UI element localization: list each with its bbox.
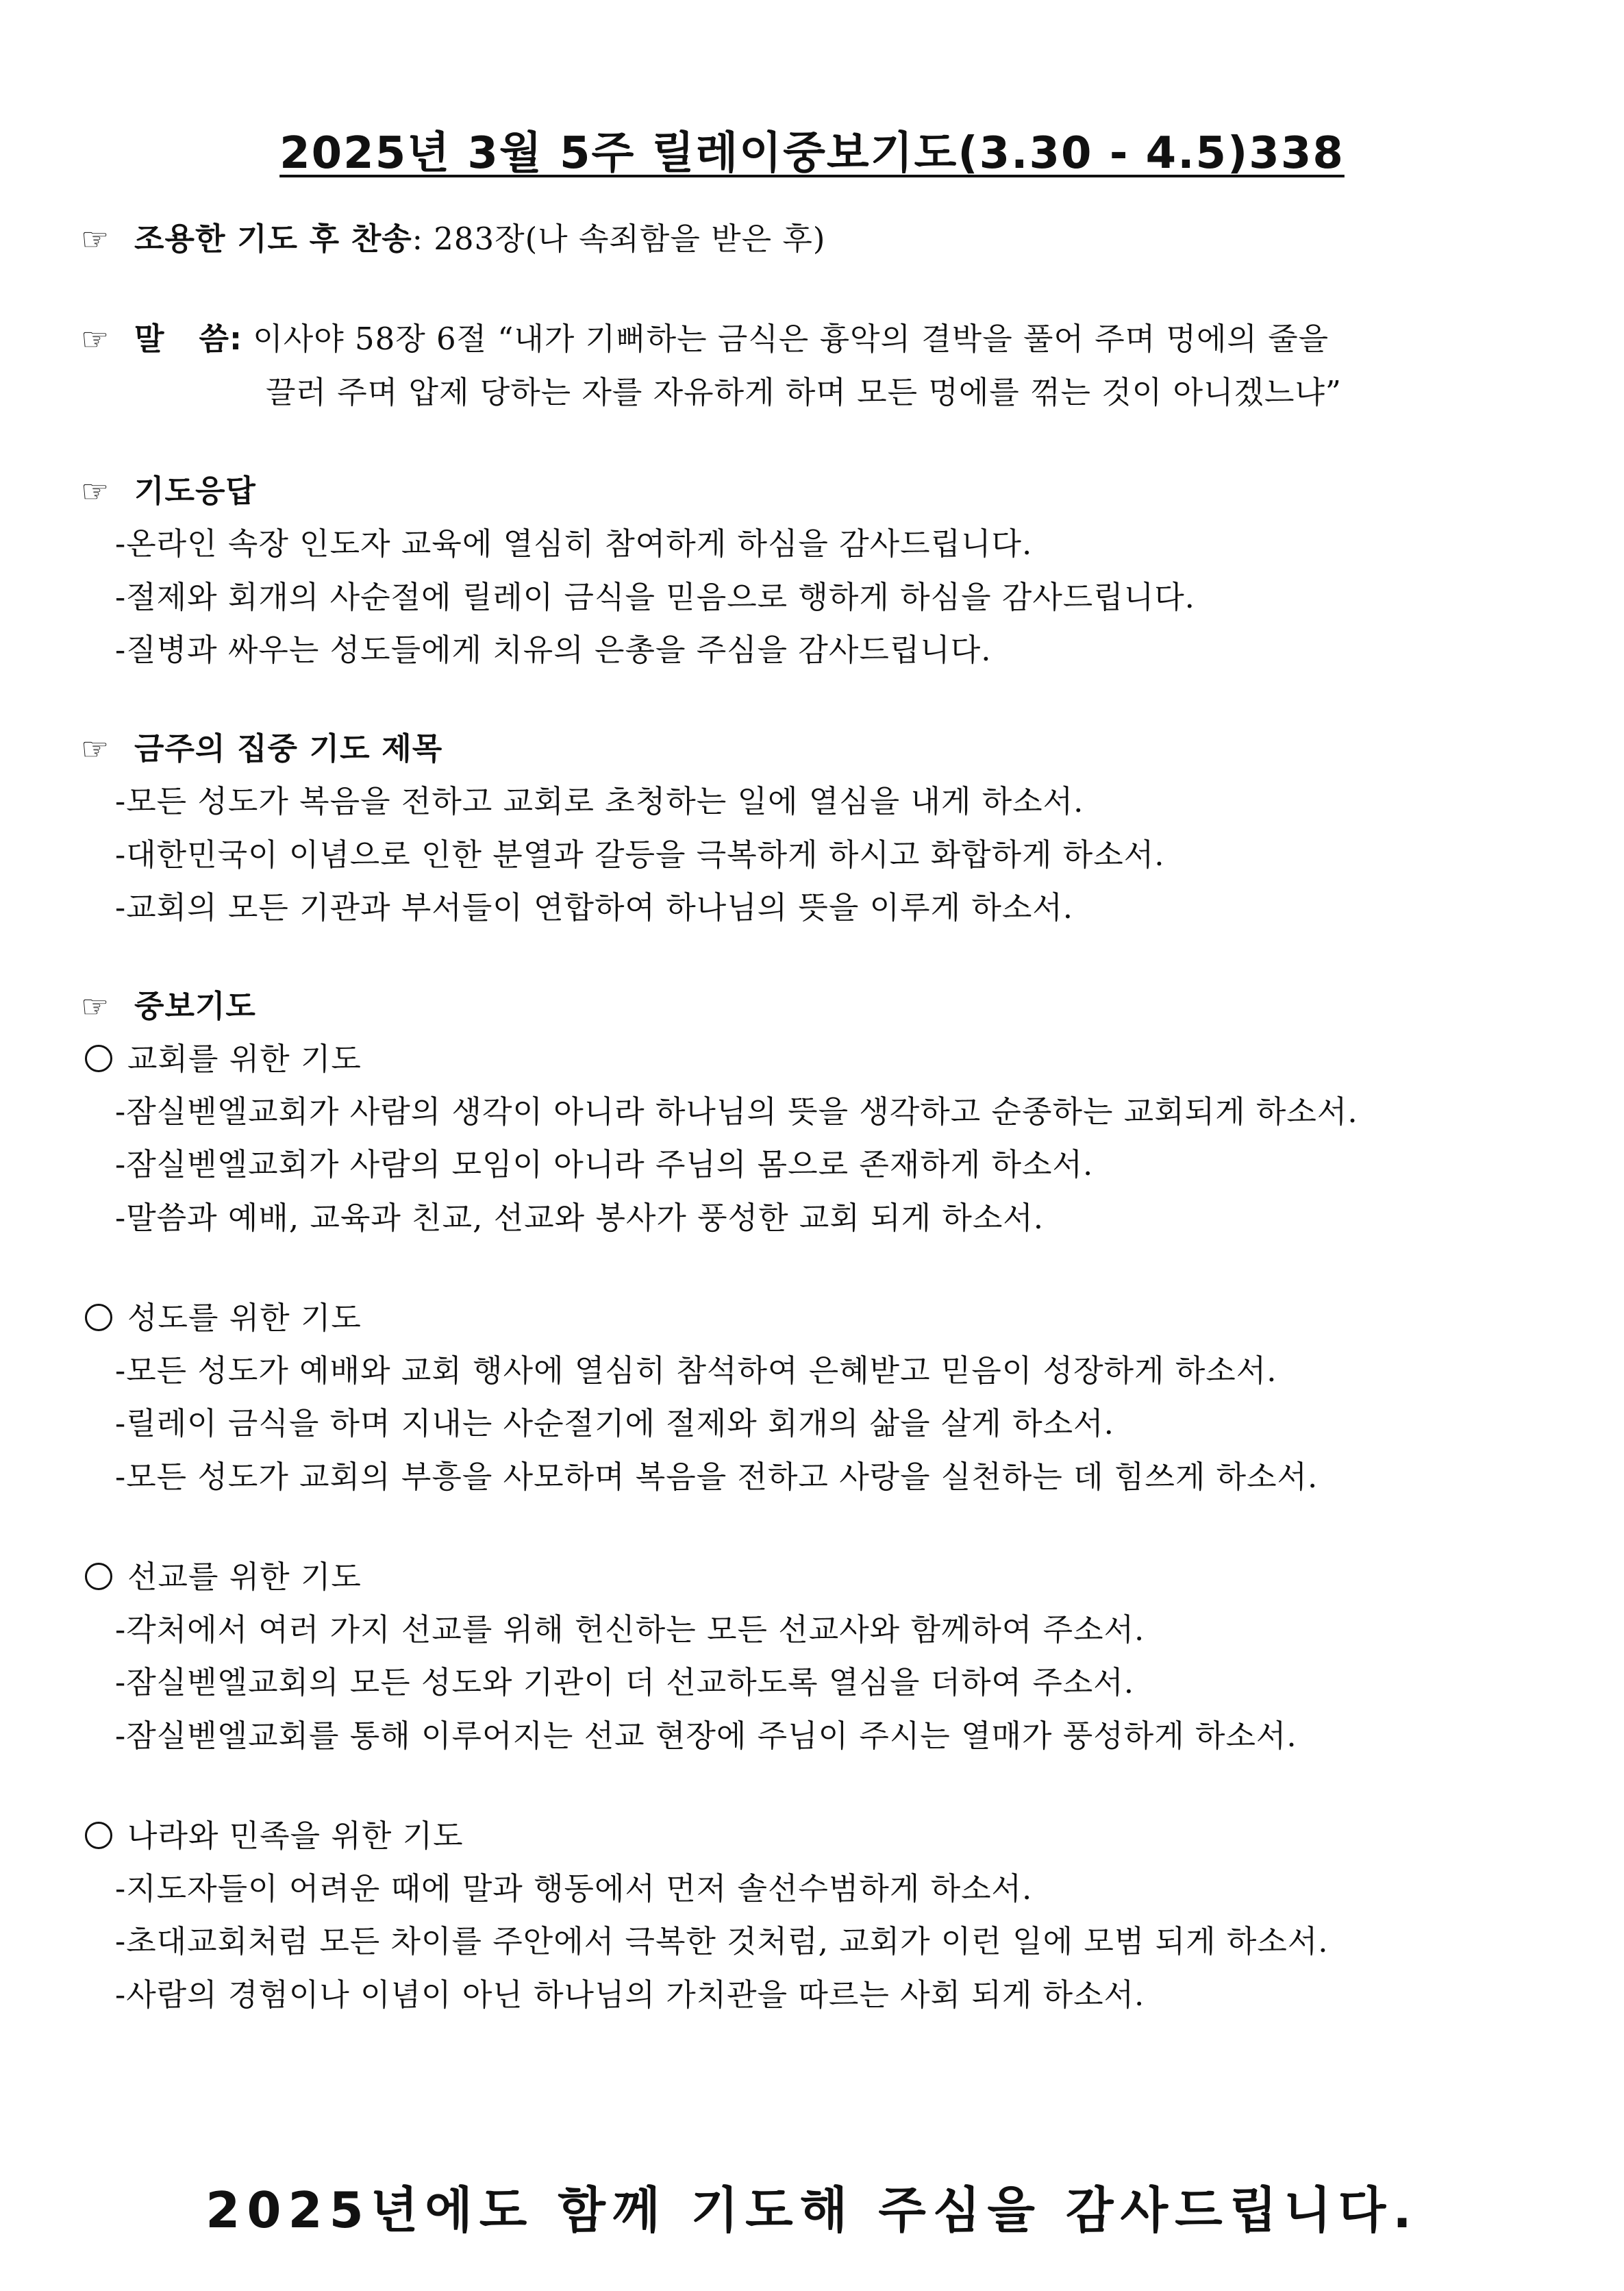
circle-bullet-icon [85,1563,112,1590]
hymn-text: 283장(나 속죄함을 받은 후) [434,221,826,257]
scripture-line-1: 말 씀: 이사야 58장 6절 “내가 기뻐하는 금식은 흉악의 결박을 풀어 주며 멍에의 줄을 [134,321,1329,357]
mission-prayer-title: 선교를 위한 기도 [85,1559,362,1596]
scripture-line-2: 끌러 주며 압제 당하는 자를 자유하게 하며 모든 멍에를 꺾는 것이 아니겠느냐” [266,374,1342,410]
hymn-line: 조용한 기도 후 찬송: 283장(나 속죄함을 받은 후) [134,221,826,257]
hymn-label: 조용한 기도 후 찬송 [134,221,412,257]
pointing-hand-icon: ☞ [81,321,110,358]
church-prayer-item: -잠실벧엘교회가 사람의 생각이 아니라 하나님의 뜻을 생각하고 순종하는 교회되게 하소서. [115,1093,1358,1130]
saints-prayer-item: -모든 성도가 교회의 부흥을 사모하며 복음을 전하고 사랑을 실천하는 데 힘쓰게 하소서. [115,1459,1319,1495]
circle-bullet-icon [85,1045,112,1072]
pointing-hand-icon: ☞ [81,221,110,258]
pointing-hand-icon: ☞ [81,473,110,510]
mission-prayer-item: -각처에서 여러 가지 선교를 위해 헌신하는 모든 선교사와 함께하여 주소서. [115,1611,1145,1648]
nation-prayer-title: 나라와 민족을 위한 기도 [85,1818,464,1855]
nation-prayer-item: -사람의 경험이나 이념이 아닌 하나님의 가치관을 따르는 사회 되게 하소서. [115,1977,1145,2013]
mission-prayer-item: -잠실벧엘교회를 통해 이루어지는 선교 현장에 주님이 주시는 열매가 풍성하게 하소서. [115,1718,1297,1754]
saints-prayer-item: -릴레이 금식을 하며 지내는 사순절기에 절제와 회개의 삶을 살게 하소서. [115,1405,1114,1441]
mission-prayer-item: -잠실벧엘교회의 모든 성도와 기관이 더 선교하도록 열심을 더하여 주소서. [115,1664,1135,1700]
intercession-heading: 중보기도 [134,988,256,1024]
scripture-text-1: 이사야 58장 6절 “내가 기뻐하는 금식은 흉악의 결박을 풀어 주며 멍에의 줄을 [253,321,1329,357]
church-prayer-title: 교회를 위한 기도 [85,1041,362,1078]
answers-heading: 기도응답 [134,473,256,509]
focus-item: -대한민국이 이념으로 인한 분열과 갈등을 극복하게 하시고 화합하게 하소서. [115,837,1165,873]
focus-item: -교회의 모든 기관과 부서들이 연합하여 하나님의 뜻을 이루게 하소서. [115,889,1074,926]
focus-item: -모든 성도가 복음을 전하고 교회로 초청하는 일에 열심을 내게 하소서. [115,783,1084,819]
page-title: 2025년 3월 5주 릴레이중보기도(3.30 - 4.5)338 [279,128,1345,179]
church-prayer-item: -잠실벧엘교회가 사람의 모임이 아니라 주님의 몸으로 존재하게 하소서. [115,1146,1094,1182]
answers-item: -온라인 속장 인도자 교육에 열심히 참여하게 하심을 감사드립니다. [115,525,1033,562]
nation-prayer-item: -초대교회처럼 모든 차이를 주안에서 극복한 것처럼, 교회가 이런 일에 모범 되게 하소서. [115,1923,1329,1959]
scripture-label: 말 씀 [134,321,229,357]
answers-item: -절제와 회개의 사순절에 릴레이 금식을 믿음으로 행하게 하심을 감사드립니다. [115,579,1195,615]
answers-item: -질병과 싸우는 성도들에게 치유의 은총을 주심을 감사드립니다. [115,632,992,668]
pointing-hand-icon: ☞ [81,988,110,1025]
church-prayer-item: -말씀과 예배, 교육과 친교, 선교와 봉사가 풍성한 교회 되게 하소서. [115,1200,1045,1236]
saints-prayer-title: 성도를 위한 기도 [85,1300,362,1337]
pointing-hand-icon: ☞ [81,730,110,767]
nation-prayer-item: -지도자들이 어려운 때에 말과 행동에서 먼저 솔선수범하게 하소서. [115,1870,1033,1907]
circle-bullet-icon [85,1822,112,1849]
closing-thanks: 2025년에도 함께 기도해 주심을 감사드립니다. [205,2181,1419,2239]
focus-heading: 금주의 집중 기도 제목 [134,730,443,767]
saints-prayer-item: -모든 성도가 예배와 교회 행사에 열심히 참석하여 은혜받고 믿음이 성장하게 하소서. [115,1352,1277,1389]
circle-bullet-icon [85,1304,112,1331]
